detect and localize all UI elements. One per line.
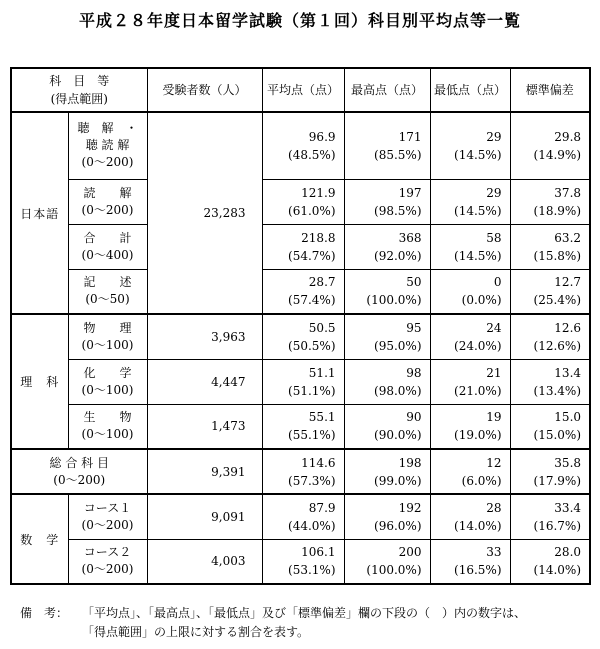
header-row xyxy=(11,68,590,112)
max-cell: 368 (92.0%) xyxy=(344,224,430,269)
mean-cell: 96.9 (48.5%) xyxy=(262,112,344,179)
subject-cell-general: 総 合 科 目 (0～200) xyxy=(11,449,147,494)
mean-cell: 28.7 (57.4%) xyxy=(262,269,344,314)
score-table xyxy=(10,67,591,585)
sd-cell: 33.4 (16.7%) xyxy=(510,494,590,539)
min-cell: 33 (16.5%) xyxy=(430,539,510,584)
min-cell: 19 (19.0%) xyxy=(430,404,510,449)
examinees-cell: 4,447 xyxy=(147,359,262,404)
examinees-cell: 4,003 xyxy=(147,539,262,584)
max-cell: 192 (96.0%) xyxy=(344,494,430,539)
mean-cell: 50.5 (50.5%) xyxy=(262,314,344,359)
max-cell: 198 (99.0%) xyxy=(344,449,430,494)
examinees-japanese: 23,283 xyxy=(147,112,262,314)
group-label-japanese: 日本語 xyxy=(11,112,68,314)
min-cell: 28 (14.0%) xyxy=(430,494,510,539)
subject-cell: コース２ (0～200) xyxy=(68,539,147,584)
min-cell: 0 (0.0%) xyxy=(430,269,510,314)
min-cell: 12 (6.0%) xyxy=(430,449,510,494)
sd-cell: 63.2 (15.8%) xyxy=(510,224,590,269)
table-row xyxy=(11,179,590,224)
max-cell: 95 (95.0%) xyxy=(344,314,430,359)
mean-cell: 121.9 (61.0%) xyxy=(262,179,344,224)
group-label-science: 理 科 xyxy=(11,314,68,449)
mean-cell: 87.9 (44.0%) xyxy=(262,494,344,539)
header-mean: 平均点（点） xyxy=(262,68,344,112)
table-row xyxy=(11,224,590,269)
header-sd: 標準偏差 xyxy=(510,68,590,112)
max-cell: 90 (90.0%) xyxy=(344,404,430,449)
subject-cell: 聴 解 ・ 聴 読 解 (0～200) xyxy=(68,112,147,179)
examinees-cell: 9,391 xyxy=(147,449,262,494)
max-cell: 197 (98.5%) xyxy=(344,179,430,224)
min-cell: 21 (21.0%) xyxy=(430,359,510,404)
footnote-line1: 「平均点」、「最高点」、「最低点」及び「標準偏差」欄の下段の（ ）内の数字は、 xyxy=(82,606,527,620)
page-title: 平成２８年度日本留学試験（第１回）科目別平均点等一覧 xyxy=(78,11,521,30)
header-max: 最高点（点） xyxy=(344,68,430,112)
mean-cell: 51.1 (51.1%) xyxy=(262,359,344,404)
sd-cell: 12.7 (25.4%) xyxy=(510,269,590,314)
subject-cell: 生 物 (0～100) xyxy=(68,404,147,449)
footnote-line2: 「得点範囲」の上限に対する割合を表す。 xyxy=(82,625,310,639)
sd-cell: 29.8 (14.9%) xyxy=(510,112,590,179)
header-min: 最低点（点） xyxy=(430,68,510,112)
table-row xyxy=(11,269,590,314)
examinees-cell: 3,963 xyxy=(147,314,262,359)
group-label-math: 数 学 xyxy=(11,494,68,584)
table-row xyxy=(11,112,590,179)
table-row xyxy=(11,404,590,449)
min-cell: 29 (14.5%) xyxy=(430,112,510,179)
sd-cell: 13.4 (13.4%) xyxy=(510,359,590,404)
min-cell: 58 (14.5%) xyxy=(430,224,510,269)
max-cell: 50 (100.0%) xyxy=(344,269,430,314)
min-cell: 24 (24.0%) xyxy=(430,314,510,359)
examinees-cell: 9,091 xyxy=(147,494,262,539)
table-row xyxy=(11,314,590,359)
sd-cell: 12.6 (12.6%) xyxy=(510,314,590,359)
subject-cell: コース１ (0～200) xyxy=(68,494,147,539)
mean-cell: 114.6 (57.3%) xyxy=(262,449,344,494)
table-row xyxy=(11,494,590,539)
max-cell: 200 (100.0%) xyxy=(344,539,430,584)
footnote-label: 備 考： xyxy=(20,606,69,620)
subject-cell: 記 述 (0～50) xyxy=(68,269,147,314)
subject-cell: 化 学 (0～100) xyxy=(68,359,147,404)
footnote xyxy=(20,604,526,642)
subject-cell: 物 理 (0～100) xyxy=(68,314,147,359)
table-row xyxy=(11,539,590,584)
max-cell: 98 (98.0%) xyxy=(344,359,430,404)
sd-cell: 28.0 (14.0%) xyxy=(510,539,590,584)
examinees-cell: 1,473 xyxy=(147,404,262,449)
header-subject: 科 目 等 (得点範囲) xyxy=(11,68,147,112)
max-cell: 171 (85.5%) xyxy=(344,112,430,179)
sd-cell: 35.8 (17.9%) xyxy=(510,449,590,494)
table-row xyxy=(11,359,590,404)
sd-cell: 15.0 (15.0%) xyxy=(510,404,590,449)
header-examinees: 受験者数（人） xyxy=(147,68,262,112)
min-cell: 29 (14.5%) xyxy=(430,179,510,224)
mean-cell: 106.1 (53.1%) xyxy=(262,539,344,584)
sd-cell: 37.8 (18.9%) xyxy=(510,179,590,224)
mean-cell: 218.8 (54.7%) xyxy=(262,224,344,269)
table-row xyxy=(11,449,590,494)
mean-cell: 55.1 (55.1%) xyxy=(262,404,344,449)
subject-cell: 読 解 (0～200) xyxy=(68,179,147,224)
subject-cell: 合 計 (0～400) xyxy=(68,224,147,269)
